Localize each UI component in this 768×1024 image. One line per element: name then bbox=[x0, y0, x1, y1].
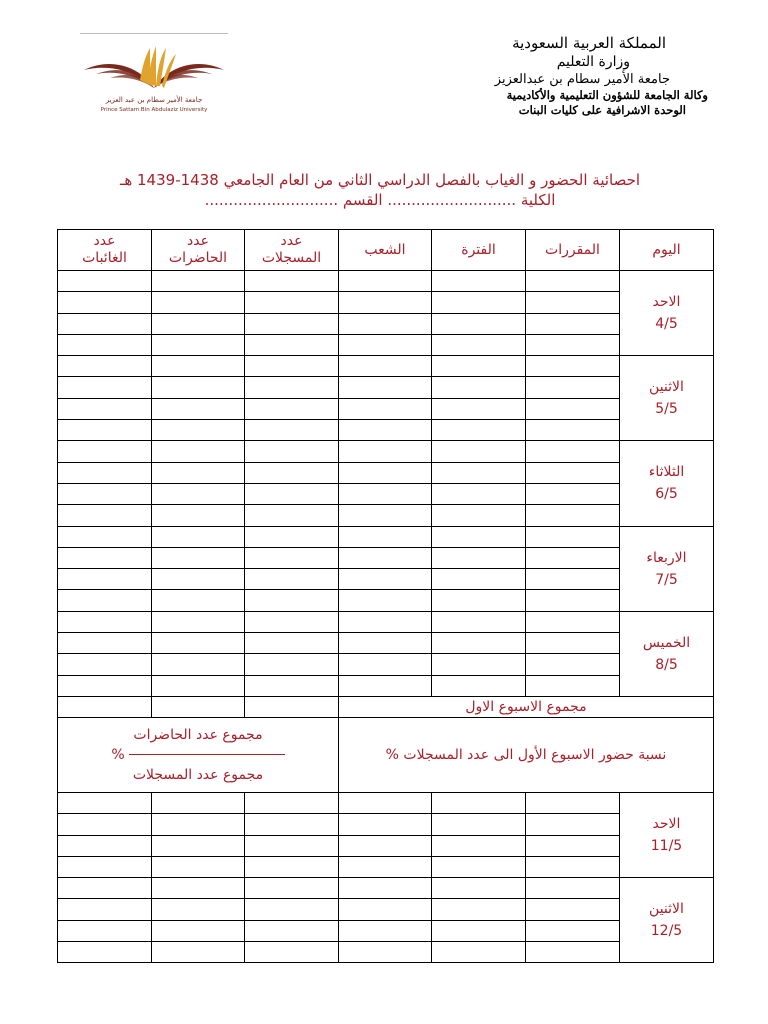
ratio-percent: % bbox=[111, 746, 125, 763]
entry-cell[interactable] bbox=[339, 462, 432, 483]
entry-cell[interactable] bbox=[526, 292, 620, 313]
entry-cell[interactable] bbox=[152, 398, 245, 419]
header-present bbox=[152, 230, 245, 271]
table-row bbox=[58, 271, 714, 292]
entry-cell[interactable] bbox=[432, 611, 526, 632]
entry-cell[interactable] bbox=[152, 356, 245, 377]
entry-cell[interactable] bbox=[58, 547, 152, 568]
entry-cell[interactable] bbox=[432, 675, 526, 696]
table-row bbox=[58, 398, 714, 419]
entry-cell[interactable] bbox=[339, 420, 432, 441]
entry-cell[interactable] bbox=[339, 675, 432, 696]
header-registered-line-1: عدد bbox=[280, 233, 303, 249]
entry-cell[interactable] bbox=[526, 878, 620, 899]
table-row bbox=[58, 675, 714, 696]
entry-cell[interactable] bbox=[152, 835, 245, 856]
entry-cell[interactable] bbox=[58, 441, 152, 462]
header-registered bbox=[245, 230, 339, 271]
entry-cell[interactable] bbox=[245, 313, 339, 334]
entry-cell[interactable] bbox=[526, 835, 620, 856]
entry-cell[interactable] bbox=[245, 654, 339, 675]
entry-cell[interactable] bbox=[245, 569, 339, 590]
entry-cell[interactable] bbox=[245, 792, 339, 813]
entry-cell[interactable] bbox=[526, 856, 620, 877]
day-cell bbox=[620, 441, 714, 526]
entry-cell[interactable] bbox=[526, 654, 620, 675]
header-courses: المقررات bbox=[526, 230, 620, 271]
week-total-present[interactable] bbox=[152, 696, 245, 717]
entry-cell[interactable] bbox=[432, 633, 526, 654]
header-present-line-2: الحاضرات bbox=[168, 250, 228, 266]
entry-cell[interactable] bbox=[245, 878, 339, 899]
entry-cell[interactable] bbox=[152, 441, 245, 462]
day-name: الاحد bbox=[652, 294, 681, 311]
entry-cell[interactable] bbox=[245, 505, 339, 526]
entry-cell[interactable] bbox=[245, 899, 339, 920]
entry-cell[interactable] bbox=[526, 356, 620, 377]
table-row bbox=[58, 569, 714, 590]
day-date: 7/5 bbox=[655, 571, 678, 588]
entry-cell[interactable] bbox=[152, 292, 245, 313]
entry-cell[interactable] bbox=[339, 526, 432, 547]
entry-cell[interactable] bbox=[339, 920, 432, 941]
table-row bbox=[58, 462, 714, 483]
day-name: الاثنين bbox=[649, 379, 684, 396]
entry-cell[interactable] bbox=[339, 313, 432, 334]
table-row bbox=[58, 814, 714, 835]
entry-cell[interactable] bbox=[245, 526, 339, 547]
logo-english-name: Prince Sattam Bin Abdulaziz University bbox=[100, 107, 208, 113]
day-cell bbox=[620, 611, 714, 696]
table-row bbox=[58, 526, 714, 547]
entry-cell[interactable] bbox=[152, 792, 245, 813]
entry-cell[interactable] bbox=[152, 611, 245, 632]
entry-cell[interactable] bbox=[245, 334, 339, 355]
entry-cell[interactable] bbox=[432, 462, 526, 483]
entry-cell[interactable] bbox=[526, 611, 620, 632]
header-row bbox=[58, 230, 714, 271]
entry-cell[interactable] bbox=[526, 313, 620, 334]
entry-cell[interactable] bbox=[152, 899, 245, 920]
table-row bbox=[58, 878, 714, 899]
entry-cell[interactable] bbox=[152, 547, 245, 568]
entry-cell[interactable] bbox=[339, 569, 432, 590]
entry-cell[interactable] bbox=[339, 633, 432, 654]
entry-cell[interactable] bbox=[245, 814, 339, 835]
entry-cell[interactable] bbox=[152, 313, 245, 334]
entry-cell[interactable] bbox=[152, 377, 245, 398]
entry-cell[interactable] bbox=[152, 814, 245, 835]
title-line-2: الكلية ........................... القسم ............................ bbox=[204, 191, 556, 209]
attendance-table bbox=[57, 229, 714, 963]
entry-cell[interactable] bbox=[339, 814, 432, 835]
entry-cell[interactable] bbox=[526, 526, 620, 547]
entry-cell[interactable] bbox=[58, 526, 152, 547]
day-cell bbox=[620, 356, 714, 441]
day-date: 8/5 bbox=[655, 656, 678, 673]
entry-cell[interactable] bbox=[339, 654, 432, 675]
entry-cell[interactable] bbox=[339, 483, 432, 504]
book-fan-icon bbox=[78, 44, 230, 96]
entry-cell[interactable] bbox=[432, 878, 526, 899]
logo-arabic-name: جامعة الأمير سطام بن عبد العزيز bbox=[105, 96, 203, 104]
header-present-line-1: عدد bbox=[187, 233, 209, 249]
entry-cell[interactable] bbox=[339, 292, 432, 313]
day-cell bbox=[620, 526, 714, 611]
entry-cell[interactable] bbox=[526, 633, 620, 654]
entry-cell[interactable] bbox=[245, 611, 339, 632]
entry-cell[interactable] bbox=[432, 920, 526, 941]
day-date: 11/5 bbox=[650, 838, 683, 855]
entry-cell[interactable] bbox=[432, 526, 526, 547]
university-logo bbox=[78, 30, 230, 126]
entry-cell[interactable] bbox=[526, 920, 620, 941]
entry-cell[interactable] bbox=[339, 835, 432, 856]
entry-cell[interactable] bbox=[58, 814, 152, 835]
entry-cell[interactable] bbox=[58, 942, 152, 963]
entry-cell[interactable] bbox=[58, 878, 152, 899]
ratio-label: نسبة حضور الاسبوع الأول الى عدد المسجلات % bbox=[339, 717, 714, 792]
day-name: الاحد bbox=[652, 816, 681, 833]
entry-cell[interactable] bbox=[245, 271, 339, 292]
table-row bbox=[58, 483, 714, 504]
table-row bbox=[58, 334, 714, 355]
entry-cell[interactable] bbox=[339, 611, 432, 632]
entry-cell[interactable] bbox=[526, 942, 620, 963]
entry-cell[interactable] bbox=[152, 856, 245, 877]
entry-cell[interactable] bbox=[432, 271, 526, 292]
entry-cell[interactable] bbox=[339, 377, 432, 398]
entry-cell[interactable] bbox=[58, 292, 152, 313]
header-day: اليوم bbox=[620, 230, 714, 271]
week-1-summary bbox=[58, 696, 714, 792]
table-row bbox=[58, 590, 714, 611]
entry-cell[interactable] bbox=[152, 526, 245, 547]
entry-cell[interactable] bbox=[58, 271, 152, 292]
entry-cell[interactable] bbox=[432, 377, 526, 398]
table-row bbox=[58, 292, 714, 313]
entry-cell[interactable] bbox=[526, 462, 620, 483]
entry-cell[interactable] bbox=[152, 334, 245, 355]
table-row bbox=[58, 441, 714, 462]
deanship-name: وكالة الجامعة للشؤون التعليمية والأكاديمية bbox=[506, 88, 708, 102]
entry-cell[interactable] bbox=[58, 398, 152, 419]
entry-cell[interactable] bbox=[526, 675, 620, 696]
entry-cell[interactable] bbox=[339, 547, 432, 568]
entry-cell[interactable] bbox=[152, 271, 245, 292]
entry-cell[interactable] bbox=[432, 313, 526, 334]
unit-name: الوحدة الاشرافية على كليات البنات bbox=[518, 103, 686, 117]
title-line-1: احصائية الحضور و الغياب بالفصل الدراسي الثاني من العام الجامعي 1438-1439 هـ bbox=[119, 171, 641, 189]
entry-cell[interactable] bbox=[245, 856, 339, 877]
entry-cell[interactable] bbox=[526, 899, 620, 920]
table-row bbox=[58, 420, 714, 441]
entry-cell[interactable] bbox=[245, 292, 339, 313]
entry-cell[interactable] bbox=[339, 334, 432, 355]
document-title bbox=[60, 170, 700, 210]
entry-cell[interactable] bbox=[245, 675, 339, 696]
entry-cell[interactable] bbox=[339, 356, 432, 377]
entry-cell[interactable] bbox=[245, 590, 339, 611]
week-total-registered[interactable] bbox=[245, 696, 339, 717]
entry-cell[interactable] bbox=[432, 792, 526, 813]
entry-cell[interactable] bbox=[339, 271, 432, 292]
entry-cell[interactable] bbox=[245, 398, 339, 419]
entry-cell[interactable] bbox=[432, 441, 526, 462]
table-row bbox=[58, 792, 714, 813]
entry-cell[interactable] bbox=[432, 505, 526, 526]
entry-cell[interactable] bbox=[58, 483, 152, 504]
entry-cell[interactable] bbox=[152, 920, 245, 941]
entry-cell[interactable] bbox=[526, 420, 620, 441]
table-row bbox=[58, 899, 714, 920]
day-cell bbox=[620, 878, 714, 963]
entry-cell[interactable] bbox=[58, 856, 152, 877]
header-period: الفترة bbox=[432, 230, 526, 271]
entry-cell[interactable] bbox=[432, 398, 526, 419]
entry-cell[interactable] bbox=[58, 334, 152, 355]
kingdom-name: المملكة العربية السعودية bbox=[512, 34, 666, 52]
entry-cell[interactable] bbox=[58, 792, 152, 813]
entry-cell[interactable] bbox=[152, 505, 245, 526]
entry-cell[interactable] bbox=[526, 590, 620, 611]
entry-cell[interactable] bbox=[152, 569, 245, 590]
table-row bbox=[58, 377, 714, 398]
entry-cell[interactable] bbox=[58, 611, 152, 632]
ratio-formula bbox=[58, 717, 339, 792]
entry-cell[interactable] bbox=[245, 942, 339, 963]
day-date: 6/5 bbox=[655, 486, 678, 503]
entry-cell[interactable] bbox=[432, 292, 526, 313]
entry-cell[interactable] bbox=[432, 654, 526, 675]
entry-cell[interactable] bbox=[58, 356, 152, 377]
entry-cell[interactable] bbox=[526, 271, 620, 292]
entry-cell[interactable] bbox=[432, 420, 526, 441]
entry-cell[interactable] bbox=[526, 814, 620, 835]
entry-cell[interactable] bbox=[432, 899, 526, 920]
header-absent-line-1: عدد bbox=[93, 233, 116, 249]
entry-cell[interactable] bbox=[245, 920, 339, 941]
entry-cell[interactable] bbox=[526, 398, 620, 419]
entry-cell[interactable] bbox=[432, 569, 526, 590]
entry-cell[interactable] bbox=[432, 547, 526, 568]
fraction-bar bbox=[129, 754, 285, 755]
entry-cell[interactable] bbox=[58, 313, 152, 334]
entry-cell[interactable] bbox=[58, 505, 152, 526]
day-name: الاثنين bbox=[649, 901, 684, 918]
day-cell bbox=[620, 792, 714, 877]
entry-cell[interactable] bbox=[152, 878, 245, 899]
entry-cell[interactable] bbox=[432, 334, 526, 355]
entry-cell[interactable] bbox=[245, 547, 339, 568]
entry-cell[interactable] bbox=[526, 569, 620, 590]
entry-cell[interactable] bbox=[245, 462, 339, 483]
day-date: 4/5 bbox=[655, 316, 678, 333]
entry-cell[interactable] bbox=[245, 377, 339, 398]
week-total-row bbox=[58, 696, 714, 717]
table-row bbox=[58, 654, 714, 675]
table-row bbox=[58, 942, 714, 963]
entry-cell[interactable] bbox=[339, 856, 432, 877]
entry-cell[interactable] bbox=[58, 377, 152, 398]
table-row bbox=[58, 633, 714, 654]
entry-cell[interactable] bbox=[339, 590, 432, 611]
entry-cell[interactable] bbox=[58, 654, 152, 675]
entry-cell[interactable] bbox=[526, 334, 620, 355]
entry-cell[interactable] bbox=[245, 483, 339, 504]
ministry-name: وزارة التعليم bbox=[556, 54, 630, 70]
entry-cell[interactable] bbox=[58, 420, 152, 441]
entry-cell[interactable] bbox=[245, 633, 339, 654]
table-row bbox=[58, 547, 714, 568]
entry-cell[interactable] bbox=[152, 675, 245, 696]
entry-cell[interactable] bbox=[432, 590, 526, 611]
header-sections: الشعب bbox=[339, 230, 432, 271]
entry-cell[interactable] bbox=[58, 920, 152, 941]
header-registered-line-2: المسجلات bbox=[261, 250, 322, 266]
ratio-denominator: مجموع عدد المسجلات bbox=[132, 766, 264, 783]
entry-cell[interactable] bbox=[58, 675, 152, 696]
table-row bbox=[58, 920, 714, 941]
entry-cell[interactable] bbox=[339, 942, 432, 963]
table-row bbox=[58, 313, 714, 334]
day-cell bbox=[620, 271, 714, 356]
letterhead bbox=[408, 34, 708, 117]
entry-cell[interactable] bbox=[526, 505, 620, 526]
entry-cell[interactable] bbox=[245, 835, 339, 856]
entry-cell[interactable] bbox=[339, 899, 432, 920]
entry-cell[interactable] bbox=[152, 633, 245, 654]
entry-cell[interactable] bbox=[58, 835, 152, 856]
day-name: الاربعاء bbox=[646, 549, 687, 566]
table-row bbox=[58, 611, 714, 632]
entry-cell[interactable] bbox=[152, 942, 245, 963]
entry-cell[interactable] bbox=[58, 462, 152, 483]
week-total-label: مجموع الاسبوع الاول bbox=[339, 696, 714, 717]
day-date: 5/5 bbox=[655, 401, 678, 418]
entry-cell[interactable] bbox=[432, 356, 526, 377]
entry-cell[interactable] bbox=[526, 483, 620, 504]
entry-cell[interactable] bbox=[526, 377, 620, 398]
entry-cell[interactable] bbox=[152, 590, 245, 611]
week-2-body bbox=[58, 792, 714, 962]
table-row bbox=[58, 835, 714, 856]
day-name: الثلاثاء bbox=[648, 464, 685, 481]
table-row bbox=[58, 856, 714, 877]
entry-cell[interactable] bbox=[245, 420, 339, 441]
ratio-numerator: مجموع عدد الحاضرات bbox=[133, 726, 263, 743]
entry-cell[interactable] bbox=[432, 483, 526, 504]
entry-cell[interactable] bbox=[432, 856, 526, 877]
entry-cell[interactable] bbox=[432, 814, 526, 835]
entry-cell[interactable] bbox=[152, 462, 245, 483]
entry-cell[interactable] bbox=[526, 792, 620, 813]
entry-cell[interactable] bbox=[339, 398, 432, 419]
entry-cell[interactable] bbox=[339, 441, 432, 462]
week-1-body bbox=[58, 271, 714, 697]
logo-divider bbox=[80, 33, 228, 34]
header-absent bbox=[58, 230, 152, 271]
table-row bbox=[58, 356, 714, 377]
university-name: جامعة الأمير سطام بن عبدالعزيز bbox=[494, 72, 670, 87]
entry-cell[interactable] bbox=[339, 505, 432, 526]
entry-cell[interactable] bbox=[58, 633, 152, 654]
entry-cell[interactable] bbox=[245, 441, 339, 462]
table-row bbox=[58, 505, 714, 526]
entry-cell[interactable] bbox=[526, 547, 620, 568]
entry-cell[interactable] bbox=[339, 878, 432, 899]
entry-cell[interactable] bbox=[58, 569, 152, 590]
entry-cell[interactable] bbox=[526, 441, 620, 462]
entry-cell[interactable] bbox=[432, 942, 526, 963]
day-date: 12/5 bbox=[650, 923, 683, 940]
entry-cell[interactable] bbox=[339, 792, 432, 813]
week-total-absent[interactable] bbox=[58, 696, 152, 717]
entry-cell[interactable] bbox=[58, 590, 152, 611]
day-name: الخميس bbox=[642, 634, 691, 651]
entry-cell[interactable] bbox=[152, 654, 245, 675]
header-absent-line-2: الغائبات bbox=[82, 250, 127, 266]
entry-cell[interactable] bbox=[245, 356, 339, 377]
ratio-row bbox=[58, 717, 714, 792]
entry-cell[interactable] bbox=[58, 899, 152, 920]
entry-cell[interactable] bbox=[152, 483, 245, 504]
entry-cell[interactable] bbox=[152, 420, 245, 441]
entry-cell[interactable] bbox=[432, 835, 526, 856]
